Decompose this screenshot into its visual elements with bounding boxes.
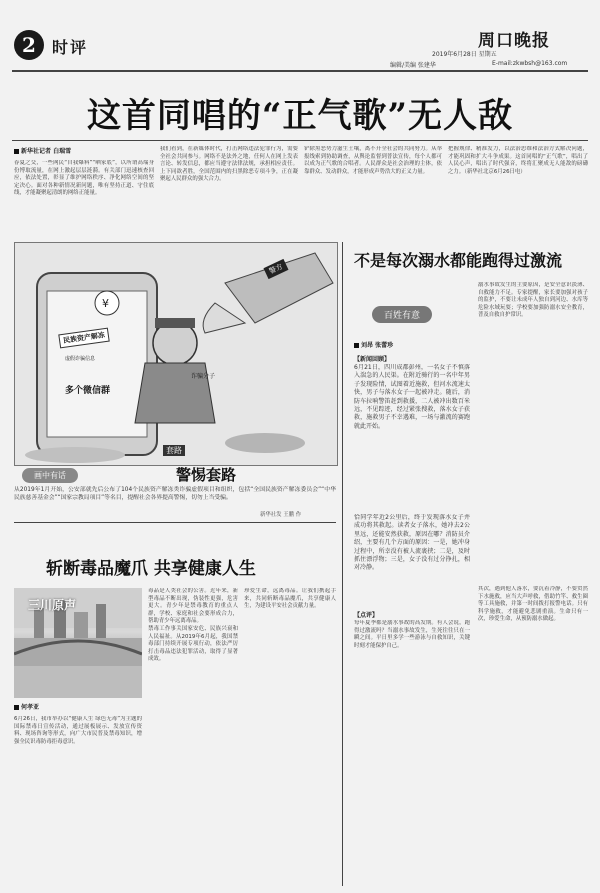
drowning-view-head: 【点评】 [354,612,379,619]
drowning-intro-head: 【新闻回顾】 [354,356,391,363]
cartoon-drawing [15,243,337,465]
bullet-icon [354,343,359,348]
newspaper-logo: 周口晚报 [478,31,550,51]
trap-label: 套路 [163,445,185,456]
police-tag: 警方 [263,259,288,279]
drugs-col-1: 6月26日，我市举办以“健康人生 绿色无毒”为主题的国际禁毒日宣传活动，通过展板展示、发放宣传资料、现场咨询等形式，向广大市民普及禁毒知识，增强全民识毒防毒拒毒意识。 [14,716,142,745]
drugs-col-3: 珍爱生命，远离毒品。让我们携起手来，共同斩断毒品魔爪，共享健康人生，为建设平安社会贡献力量。 [244,588,336,610]
cartoon-rule [14,522,336,523]
header-rule [12,70,588,72]
cartoon-credit: 新华社发 王鹏 作 [260,512,302,518]
drowning-view: 每年夏季都是溺水事故的高发期。有人会说，跑得过激流吗？当溺水事故发生，生死往往只在一瞬之间。平日里多学一些游泳与自救知识，关键时刻才能保护自己。 [354,620,470,649]
drowning-byline [354,340,393,349]
section-title: 时评 [52,38,89,57]
drugs-text-3: 禁毒工作事关国家安危、民族兴衰和人民福祉。从2019年6月起，我国禁毒部门持续开展专项行动，依法严厉打击毒品违法犯罪活动，取得了显著成效。 [148,625,238,663]
cartoon-section-tag: 画中有话 [22,468,78,483]
cartoon-illustration [14,242,338,466]
drowning-intro: 6月21日，四川成都彭州，一名女子不慎落入湍急的人民渠。在附近骑行的一名中年男子发现险情，试图着近施救，但河水流速太快，男子与落水女子一起被冲走。随后，消防车拉响警笛赶到救援，二人被冲出数百米远，不见踪迹，经过紧张搜救，落水女子获救，施救男子不幸遇难，一场与激流的赛跑就此开始。 [354,364,470,430]
main-byline [14,146,71,155]
photo-label: 三川原声 [28,598,77,612]
cartoon-text: 从2019年1月开始，公安部就先后公布了104个民族资产解冻类诈骗虚假项目和组织，包括“全国民族资产解冻委员会”“中华民族慈善基金会”“国家宗教局项目”等名目，提醒社会各界提高警惕，切勿上当受骗。 [14,487,336,501]
cartoon-title: 警惕套路 [176,466,237,484]
main-col-3: 铲除黑恶势力滋生土壤，离不开全社会的共同努力。从举报线索到协助调查，从舆论监督到普法宣传，每个人都可以成为正气歌的合唱者。人民群众是社会治理的主体，依靠群众、发动群众，才能形成声势浩大的正义力量。 [304,146,442,175]
date-line: 2019年6月28日 星期五 [432,51,497,58]
main-col-1: 春夏之交，一些网民“自我爆料”“晒家底”，以所谓高端身份博取流量，在网上激起层层涟漪。有关部门迅速核查回应，依法处置，彰显了维护网络秩序、净化网络空间的坚定决心。面对各种新情况新问题，唯有坚持正道、守住底线，才能凝聚起清朗的网络正能量。 [14,160,154,197]
main-col-2: 我们看到，在新媒体时代，打击网络违法犯罪行为，需要全社会共同参与。网络不是法外之地，任何人在网上发表言论、转发信息，都应当遵守法律法规，承担相应责任。上下同欲者胜，全国范围内的扫黑除恶专项斗争，正在凝聚起人民群众的强大合力。 [160,146,298,183]
drowning-right-col-2: 其次，遇到他人落水，要沉着冷静，不要贸然下水施救，应当大声呼救，借助竹竿、救生圈等工具施救，并第一时间拨打报警电话。只有科学施救，才能避免悲剧重演。生命只有一次，珍爱生命，从预防溺水做起。 [478,586,588,623]
bullet-icon [14,705,19,710]
drugs-title: 斩断毒品魔爪 共享健康人生 [46,559,256,579]
drowning-tag: 百姓有意 [372,306,432,323]
drowning-title: 不是每次溺水都能跑得过激流 [354,251,563,270]
drugs-photo [14,588,142,698]
editor-line: 编辑/美编 张建华 [390,62,436,69]
suspect-tag: 诈骗分子 [191,373,216,380]
main-col-4: 把握规律、精准发力，以法治思维和法治方式解决问题，才能巩固和扩大斗争成果。这首同唱的“正气歌”，唱出了人民心声，唱出了时代强音，终将汇聚成无人能敌的磅礴之力。（新华社北京6月26日电） [448,146,588,175]
drowning-byline-text: 刘昂 张蕾珍 [361,342,394,349]
drugs-text-2: 毒品是人类社会的公害。近年来，新型毒品不断出现，伪装性更强，危害更大。青少年是禁毒教育的重点人群，学校、家庭和社会要形成合力，帮助青少年远离毒品。 [148,588,238,625]
drugs-col-2 [148,588,238,886]
phone-caption: 虚假诈骗信息 [65,356,96,362]
byline-text: 新华社记者 白瑞雪 [21,148,72,155]
drugs-byline-text: 何孝亚 [21,704,40,711]
main-headline: 这首同唱的“正气歌”无人敌 [86,96,514,136]
page-number-badge: 2 [14,30,44,60]
column-divider [342,242,343,886]
drowning-right-col: 溺水事故发生的主要原因，是安全意识淡薄、自救能力不足。专家提醒，家长要加强对孩子的监护，不要让未成年人独自到河边、水库等危险水域玩耍；学校要加强防溺水安全教育，普及自救自护常识。 [478,282,588,319]
svg-text:¥: ¥ [102,297,109,310]
email-line: E-mail:zkwbsh@163.com [492,60,568,67]
bullet-icon [14,149,19,154]
headline-rule [12,140,588,141]
phone-screen-text: 民族资产解冻 [58,328,109,349]
drugs-byline [14,702,39,711]
drowning-mid: 恰同学年近2公里后，终于发现落水女子并成功将其救起。读者女子落水，她冲去2公里远，还能安然获救，原因在哪？消防员介绍，主要有几个方面的原因：一是，她冲身过程中，所幸没有被人流裹挟；二是，及时抓住漂浮物；三是，女子没有过分挣扎，相对冷静。 [354,514,470,572]
chat-group-text: 多个微信群 [65,386,111,396]
